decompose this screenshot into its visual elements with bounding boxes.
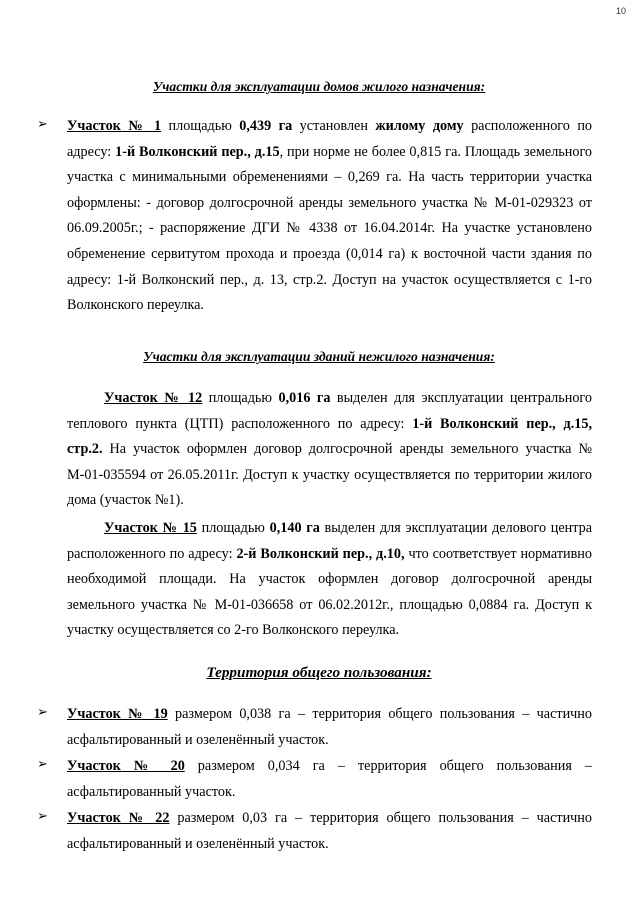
bullet-arrow-icon: ➢ — [37, 757, 48, 772]
plot-1-purpose: жилому дому — [375, 118, 464, 134]
plot-15-paragraph: Участок № 15 площадью 0,140 га выделен для эксплуатации делового центра расположенного по адресу: 2-й Волконский пер., д.10, что соответствует нормативно необходимой площади. На участок оформлен договор долгосрочной аренды земельного участка № М-01-036658 от 06.02.2012г., площадью 0,0884 га. Доступ к участку осуществляется со 2-го Волконского переулка. — [67, 520, 592, 639]
plot-22-paragraph: Участок № 22 размером 0,03 га – территория общего пользования – частично асфальтированный и озеленённый участок. — [67, 810, 592, 852]
plot-12-label: Участок № 12 — [104, 390, 203, 406]
bullet-arrow-icon: ➢ — [37, 117, 48, 132]
section-heading-nonresidential: Участки для эксплуатации зданий нежилого назначения: — [143, 349, 495, 364]
plot-15-area: 0,140 га — [269, 520, 320, 536]
section-heading-residential: Участки для эксплуатации домов жилого назначения: — [152, 79, 486, 94]
plot-20-label: Участок № 20 — [67, 758, 185, 774]
plot-15-address: 2-й Волконский пер., д.10, — [236, 545, 405, 562]
plot-1-paragraph: Участок № 1 площадью 0,439 га установлен жилому дому расположенного по адресу: 1-й Волконский пер., д.15, при норме не более 0,815 га. Площадь земельного участка с минимальными обременениями – 0,269 га. На часть территории участка оформлены: - договор долгосрочной аренды земельного участка № М-01-029323 от 06.09.2005г.; - распоряжение ДГИ № 4338 от 16.04.2014г. На участке установлено обременение сервитутом прохода и проезда (0,014 га) к восточной части здания по адресу: 1-й Волконский пер., д. 13, стр.2. Доступ на участок осуществляется с 1-го Волконского переулка. — [67, 118, 593, 314]
plot-22-label: Участок № 22 — [67, 810, 170, 826]
bullet-arrow-icon: ➢ — [37, 705, 48, 720]
plot-20-paragraph: Участок № 20 размером 0,034 га – территория общего пользования – асфальтированный участок. — [67, 758, 592, 800]
plot-19-label: Участок № 19 — [67, 706, 168, 722]
section-heading-common-area: Территория общего пользования: — [206, 664, 432, 681]
page-number: 10 — [615, 6, 626, 16]
plot-12-address: 1-й Волконский пер., д.15, стр.2. — [67, 415, 592, 458]
plot-12-paragraph: Участок № 12 площадью 0,016 га выделен для эксплуатации центрального теплового пункта (ЦТП) расположенного по адресу: 1-й Волконский пер., д.15, стр.2. На участок оформлен договор долгосрочной аренды земельного участка № М-01-035594 от 26.05.2011г. Доступ к участку осуществляется по территории жилого дома (участок №1). — [67, 390, 592, 509]
plot-1-label: Участок № 1 — [67, 118, 162, 134]
bullet-arrow-icon: ➢ — [37, 809, 48, 824]
plot-1-address: 1-й Волконский пер., д.15 — [115, 143, 280, 160]
plot-12-area: 0,016 га — [278, 390, 331, 406]
plot-1-area: 0,439 га — [239, 118, 293, 134]
plot-19-paragraph: Участок № 19 размером 0,038 га – территория общего пользования – частично асфальтированный и озеленённый участок. — [67, 706, 592, 748]
plot-15-label: Участок № 15 — [104, 520, 197, 536]
